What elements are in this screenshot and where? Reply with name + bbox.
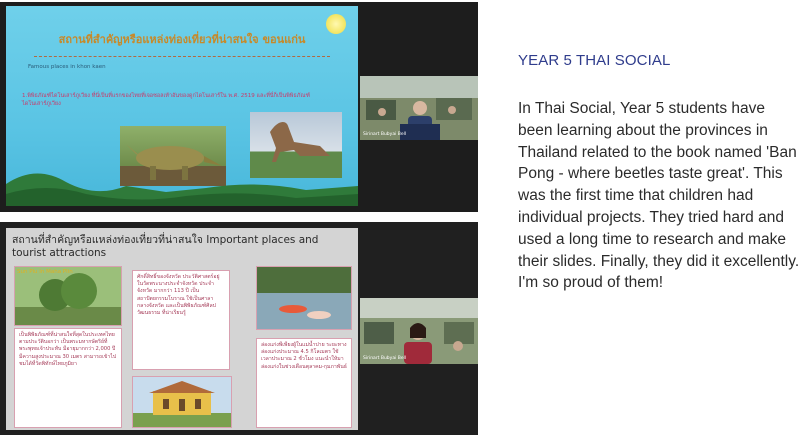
card-text: ศักดิ์สิทธิ์ของจังหวัด ประวัติศาสตร์อยู่ในวัดพระนางประจำจังหวัด ประจำจังหวัด มากกว่า 113 ปี เป็นสถาปัตยกรรมโบราณ ใช้เป็นศาลากลางจังหวัด และเป็นพิพิธภัณฑ์ศิลปวัฒนธรรม ที่น่าเรียนรู้	[137, 274, 220, 317]
text-card-3	[256, 338, 352, 428]
card-label: Sun Plu In Maha Plin	[17, 269, 73, 275]
slide-title: สถานที่สำคัญหรือแหล่งท่องเที่ยวที่น่าสนใจ Important places and tourist attractions	[12, 234, 319, 259]
slide-divider	[34, 56, 330, 57]
text-card-1	[14, 328, 122, 428]
webcam-participant-name: Sirinart Bubyai Bell	[363, 132, 407, 137]
river-photo-card	[256, 266, 352, 330]
webcam-pane-1	[360, 76, 478, 140]
article-paragraph: In Thai Social, Year 5 students have been learning about the provinces in Thailand related to the book named 'Ban Pong - where beetles taste great'. This was the first time that children had individual projects. They tried hard and used a long time to research and make their slides. Finally, they did it excellently. I'm so proud of them!	[518, 100, 800, 292]
shared-slide-important-places	[6, 228, 358, 430]
video-call-screenshot-2	[0, 222, 478, 435]
webcam-participant-name: Sirinart Bubyai Bell	[363, 356, 407, 361]
temple-photo-card	[14, 266, 122, 326]
hills-graphic	[6, 164, 358, 206]
article-heading: YEAR 5 THAI SOCIAL	[518, 52, 671, 69]
text-card-2	[132, 270, 230, 370]
hall-photo-card	[132, 376, 232, 428]
slide-body-text: 1.พิพิธภัณฑ์ไดโนเสาร์ภูเวียง ที่นี่เป็นที่แรกของไทยที่เจอซอลเท้าอันของดูกไดโนเสาร์ใน พ.ศ. 2519 และที่นี่ก็เป็นพิพิธภัณฑ์ไดโนเสาร์ภูเวียง	[22, 93, 311, 107]
card-text: เป็นพิพิธภัณฑ์ที่น่าสนใจที่สุดในประเทศไทย ตามประวัติบอกว่า เป็นพระมหากษัตริย์ที่ พระพุทธเจ้าประทับ มีอายุมากกว่า 2,000 ปี มีความสูงประมาณ 30 เมตร สามารถเข้าไปชมได้ที่วัดพิทักษ์ไทยภูมิยา	[19, 332, 117, 367]
slide-title: สถานที่สำคัญหรือแหล่งท่องเที่ยวที่น่าสนใจ ขอนแก่น	[58, 33, 306, 46]
card-text: ล่องแก่งพีเพียงผู้ในแม่น้ำปาย ระยะทางล่องแก่งประมาณ 4.5 กิโลเมตร ใช้เวลาประมาณ 2 ชั่วโมง แนะนำให้มาล่องแก่งในช่วงเดือนตุลาคม-กุมภาพันธ์	[261, 342, 347, 370]
video-call-screenshot-1	[0, 2, 478, 212]
shared-slide-khon-kaen	[6, 6, 358, 206]
slide-subtitle: Famous places in khon kaen	[28, 64, 106, 70]
webcam-pane-2	[360, 298, 478, 364]
